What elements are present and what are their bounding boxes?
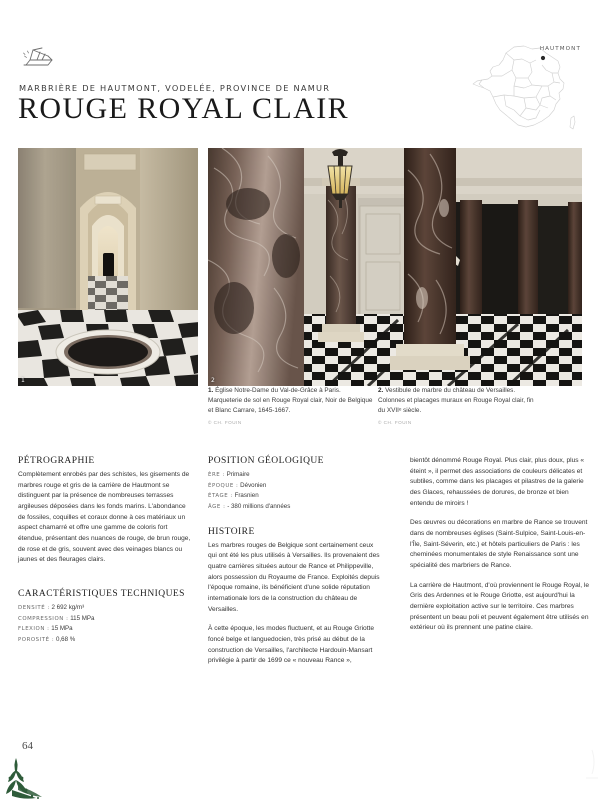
caption-number-2: 2. xyxy=(378,387,384,394)
spec-key-porosite: POROSITÉ : xyxy=(18,637,55,644)
spec-row-etage xyxy=(208,491,382,502)
spec-key-compression: COMPRESSION : xyxy=(18,615,69,622)
histoire-paragraph-5: La carrière de Hautmont, d'où proviennent le Rouge Royal, le Gris des Ardennes et le Rouge Griotte, est aujourd'hui la dernière exploitation active sur le territoire. Ces marbres présentent un beau poli et peuvent également être utilisés en extérieur où ils prennent une patine claire. xyxy=(410,581,590,632)
spec-row-compression xyxy=(18,614,192,625)
page-header xyxy=(18,40,582,145)
column-spacer-2 xyxy=(208,513,382,527)
section-heading-caracteristiques: CARACTÉRISTIQUES TECHNIQUES xyxy=(18,589,185,600)
histoire-paragraph-3: bientôt dénommé Rouge Royal. Plus clair, plus doux, plus « éteint », il permet des associations de couleurs délicates et subtiles, comme dans les placages et pilastres de la galerie des Glaces, rehaussées de dorures, de bronze et bien entendu de miroirs ! xyxy=(410,457,585,507)
section-heading-histoire: HISTOIRE xyxy=(208,526,255,537)
section-heading-petrographie: PÉTROGRAPHIE xyxy=(18,456,95,466)
spec-list-caracteristiques xyxy=(18,603,192,646)
spec-value-age: - 380 millions d'années xyxy=(227,502,291,510)
section-heading-position: POSITION GÉOLOGIQUE xyxy=(208,456,324,466)
spec-row-flexion xyxy=(18,624,192,635)
figure-caption-2 xyxy=(378,386,538,426)
column-left xyxy=(18,456,192,646)
spec-value-densite: 2 692 kg/m³ xyxy=(51,604,85,612)
spec-row-age xyxy=(208,502,382,513)
page-title: ROUGE ROYAL CLAIR xyxy=(18,92,350,125)
caption-text-1: Église Notre-Dame du Val-de-Grâce à Paris. Marqueterie de sol en Rouge Royal clair, Noir de Belgique et Blanc Carrare, 1645-1667. xyxy=(208,387,373,414)
column-middle xyxy=(208,456,382,676)
page-kicker: MARBRIÈRE DE HAUTMONT, VODELÉE, PROVINCE DE NAMUR xyxy=(19,83,331,93)
floral-corner-ornament xyxy=(6,756,68,800)
section-text-petrographie: Complètement enrobés par des schistes, les gisements de marbres rouge et gris de la carrière de Hautmont se distinguent par la présence de nombreuses terrasses argileuses déposées dans les fonds marins. L'abondance de fossiles, coquilles et coraux donne à ces matériaux un aspect chamarré et offre une gamme de coloris fort étendue, présentant des nuances de rouge, de brun rouge, de rose et de gris, souvent avec des veinages blancs ou jaunes et des fleurages clairs. xyxy=(18,471,191,564)
spec-key-flexion: FLEXION : xyxy=(18,626,50,633)
spec-row-densite xyxy=(18,603,192,614)
spec-key-epoque: ÉPOQUE : xyxy=(208,482,239,489)
spec-value-flexion: 15 MPa xyxy=(51,625,73,633)
body-columns xyxy=(18,456,590,726)
spec-key-densite: DENSITÉ : xyxy=(18,605,50,612)
france-regions-map xyxy=(470,40,582,140)
spec-row-porosite xyxy=(18,635,192,646)
spec-row-epoque xyxy=(208,481,382,492)
caption-number-1: 1. xyxy=(208,387,214,394)
spec-key-age: ÂGE : xyxy=(208,503,226,510)
spec-value-porosite: 0,68 % xyxy=(55,636,76,644)
spec-list-position xyxy=(208,470,382,513)
column-right xyxy=(410,456,594,643)
column-spacer xyxy=(18,575,192,589)
figure-index-1: 1 xyxy=(21,377,25,384)
caption-credit-1: © CH. FOUIN xyxy=(208,419,242,425)
figure-group xyxy=(18,148,582,386)
spec-key-etage: ÉTAGE : xyxy=(208,493,233,500)
quarry-excavator-icon xyxy=(18,42,62,72)
spec-value-ere: Primaire xyxy=(226,471,250,478)
histoire-paragraph-4: Des œuvres ou décorations en marbre de Rance se trouvent dans de nombreuses églises (Saint-Sulpice, Saint-Louis-en-l'Île, Saint-Séverin, etc.) et hôtels particuliers de Paris : les cheminées monumentales de style Renaissance sont une spécialité des marbriers de Rance. xyxy=(410,519,588,570)
map-marker-hautmont xyxy=(541,56,545,60)
figure-image-1 xyxy=(18,148,198,386)
spec-value-compression: 115 MPa xyxy=(70,614,95,622)
floral-corner-ornament-right xyxy=(558,748,598,800)
figure-index-2: 2 xyxy=(211,377,215,384)
figure-image-2 xyxy=(208,148,582,386)
histoire-paragraph-1: Les marbres rouges de Belgique sont certainement ceux qui ont été les plus utilisés à Versailles. Ils provenaient des quatre carrières situées autour de Rance et Philippeville, alors possession du Royaume de France. Exploités depuis l'époque romaine, ils bénéficient d'une solide réputation internationale lors de la construction du château de Versailles. xyxy=(208,541,380,613)
caption-text-2: Vestibule de marbre du château de Versailles. Colonnes et placages muraux en Rouge Royal clair, fin du XVIIᵉ siècle. xyxy=(378,387,534,414)
page-number: 64 xyxy=(22,740,33,752)
caption-credit-2: © CH. FOUIN xyxy=(378,419,412,425)
figure-caption-1 xyxy=(208,386,376,426)
spec-value-epoque: Dévonien xyxy=(240,481,267,489)
map-label-hautmont: HAUTMONT xyxy=(539,46,581,52)
spec-value-etage: Frasnien xyxy=(234,492,259,500)
histoire-paragraph-2: À cette époque, les modes fluctuent, et au Rouge Griotte foncé belge et languedocien, très prisé au début de la construction de Versailles, l'architecte Hardouin-Mansart privilégie à partir de 1699 ce « nouveau Rance », xyxy=(208,625,375,665)
spec-key-ere: ÈRE : xyxy=(208,472,225,478)
spec-row-ere xyxy=(208,470,382,481)
